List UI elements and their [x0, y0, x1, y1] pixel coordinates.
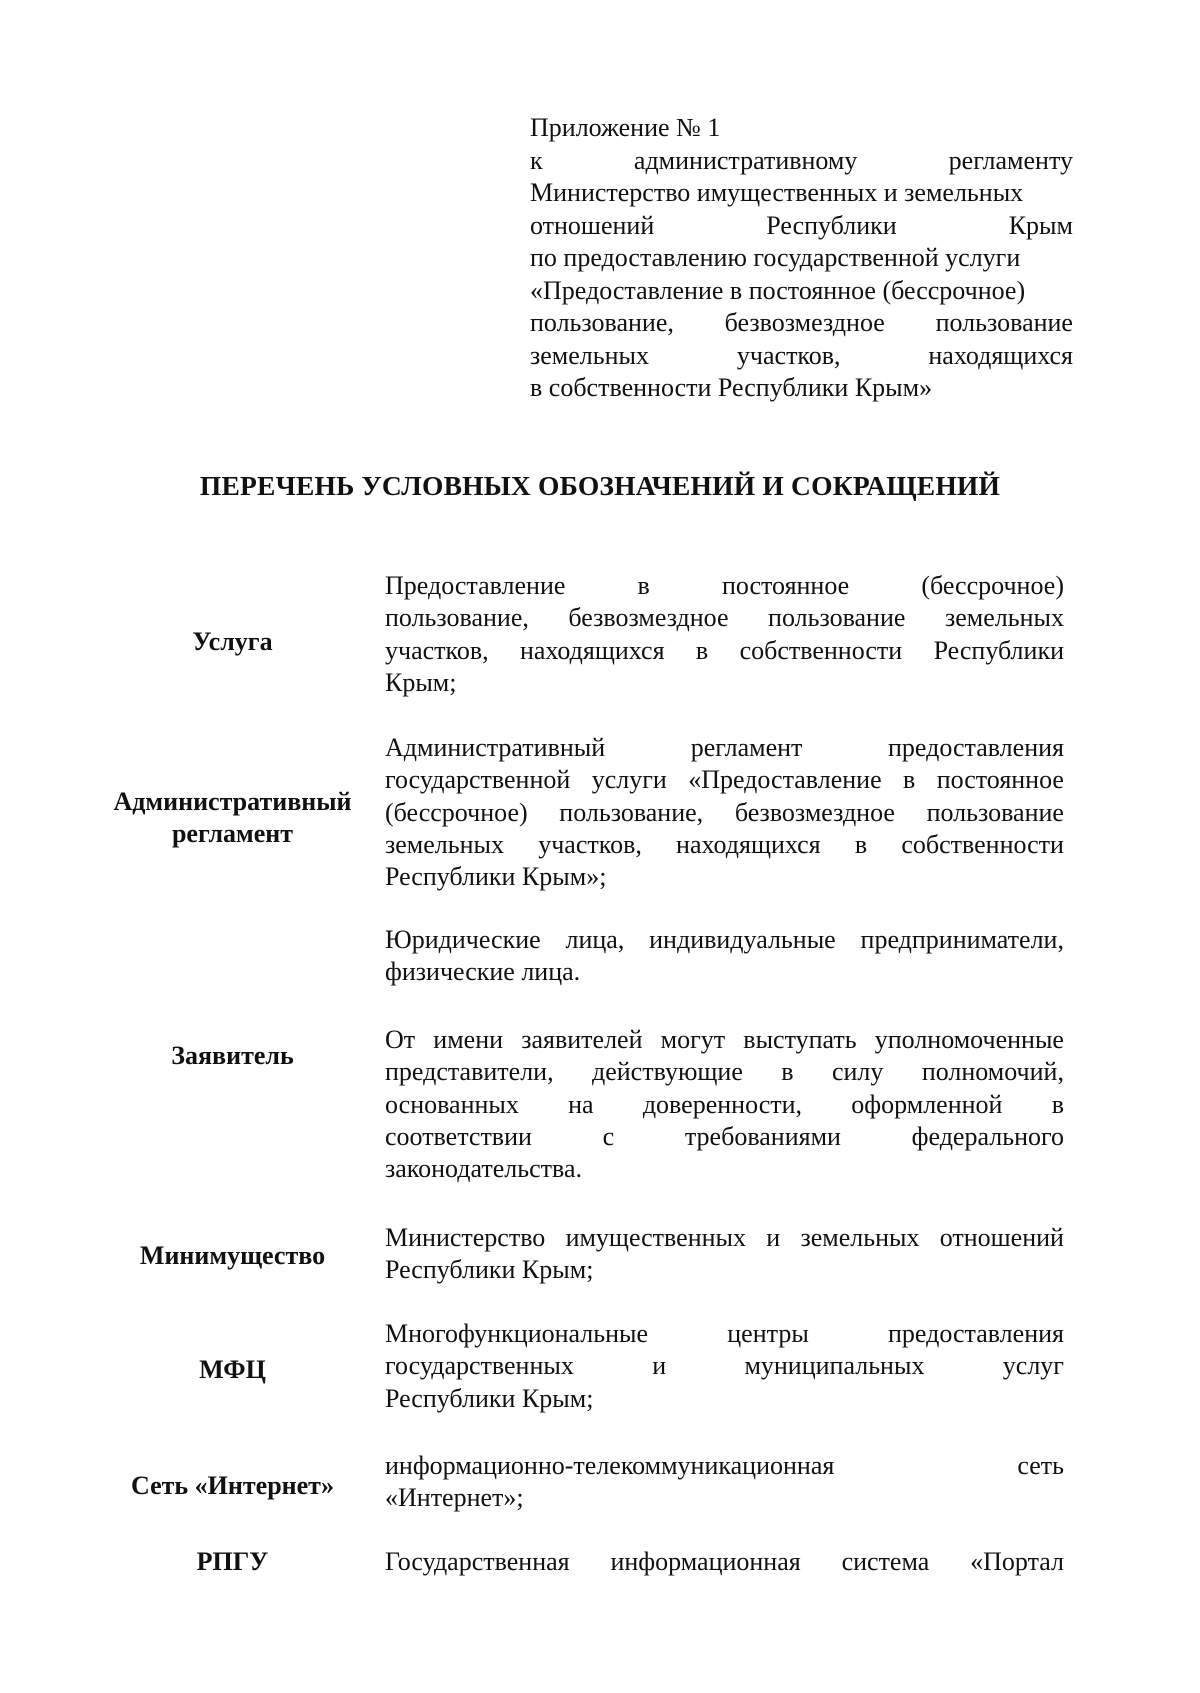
definition-line: информационно-телекоммуникационная сеть	[385, 1451, 1064, 1480]
annex-line: отношений Республики Крым	[530, 210, 1073, 240]
definition-admin-reglament	[385, 732, 1064, 893]
annex-header	[530, 112, 1073, 405]
term-label: Заявитель	[171, 1041, 294, 1070]
definition-line: участков, находящихся в собственности Республики	[385, 635, 1064, 665]
term-usluga	[90, 626, 375, 658]
definition-internet	[385, 1450, 1064, 1515]
term-label: Административный	[113, 787, 352, 816]
definition-usluga	[385, 570, 1064, 699]
definition-line: представители, действующие в силу полномочий,	[385, 1057, 1064, 1087]
page-title: ПЕРЕЧЕНЬ УСЛОВНЫХ ОБОЗНАЧЕНИЙ И СОКРАЩЕНИЙ	[199, 470, 1001, 501]
definition-line: пользование, безвозмездное пользование земельных	[385, 603, 1064, 633]
annex-line: пользование, безвозмездное пользование	[530, 308, 1073, 337]
definition-line: «Интернет»;	[385, 1483, 524, 1513]
definition-mfc	[385, 1318, 1064, 1415]
annex-line: к административному регламенту	[530, 145, 1073, 175]
definition-line: соответствии с требованиями федерального	[385, 1121, 1064, 1151]
definition-line: Государственная информационная система «Портал	[385, 1547, 1064, 1576]
annex-line: Приложение № 1	[530, 113, 721, 142]
term-label: Минимущество	[139, 1241, 326, 1270]
term-rpgu	[90, 1546, 375, 1578]
definition-line: От имени заявителей могут выступать уполномоченные	[385, 1025, 1064, 1054]
definition-line: Юридические лица, индивидуальные предприниматели,	[385, 925, 1064, 954]
term-label: Услуга	[192, 627, 273, 656]
definition-line: Республики Крым»;	[385, 862, 607, 892]
term-label: регламент	[171, 819, 294, 848]
definition-zayavitel-part1	[385, 924, 1064, 989]
annex-line: в собственности Республики Крым»	[530, 373, 933, 402]
annex-line: по предоставлению государственной услуги	[530, 243, 1021, 272]
term-zayavitel	[90, 1040, 375, 1072]
annex-line: Министерство имущественных и земельных	[530, 178, 1024, 207]
definition-line: законодательства.	[385, 1154, 582, 1184]
definition-rpgu	[385, 1546, 1064, 1578]
definition-line: Предоставление в постоянное (бессрочное)	[385, 571, 1064, 600]
term-mfc	[90, 1354, 375, 1386]
term-admin-reglament	[90, 786, 375, 850]
term-internet	[90, 1470, 375, 1502]
definition-line: физические лица.	[385, 957, 581, 987]
definition-line: государственных и муниципальных услуг	[385, 1351, 1064, 1381]
term-label: Сеть «Интернет»	[131, 1471, 334, 1500]
definition-line: земельных участков, находящихся в собственности	[385, 829, 1064, 859]
definition-line: государственной услуги «Предоставление в постоянное	[385, 765, 1064, 795]
definition-line: (бессрочное) пользование, безвозмездное пользование	[385, 797, 1064, 827]
definition-zayavitel-part2	[385, 1024, 1064, 1185]
term-minimushchestvo	[90, 1240, 375, 1272]
definition-line: Административный регламент предоставления	[385, 733, 1064, 762]
term-label: МФЦ	[199, 1355, 266, 1384]
annex-line: «Предоставление в постоянное (бессрочное)	[530, 275, 1026, 305]
definition-line: Республики Крым;	[385, 1383, 594, 1413]
definition-line: основанных на доверенности, оформленной в	[385, 1089, 1064, 1119]
definition-minimushchestvo	[385, 1222, 1064, 1287]
definition-line: Крым;	[385, 667, 457, 697]
term-label: РПГУ	[196, 1547, 269, 1576]
definition-line: Республики Крым;	[385, 1255, 594, 1285]
definition-line: Многофункциональные центры предоставления	[385, 1319, 1064, 1348]
annex-line: земельных участков, находящихся	[530, 340, 1073, 370]
definition-line: Министерство имущественных и земельных отношений	[385, 1223, 1064, 1252]
